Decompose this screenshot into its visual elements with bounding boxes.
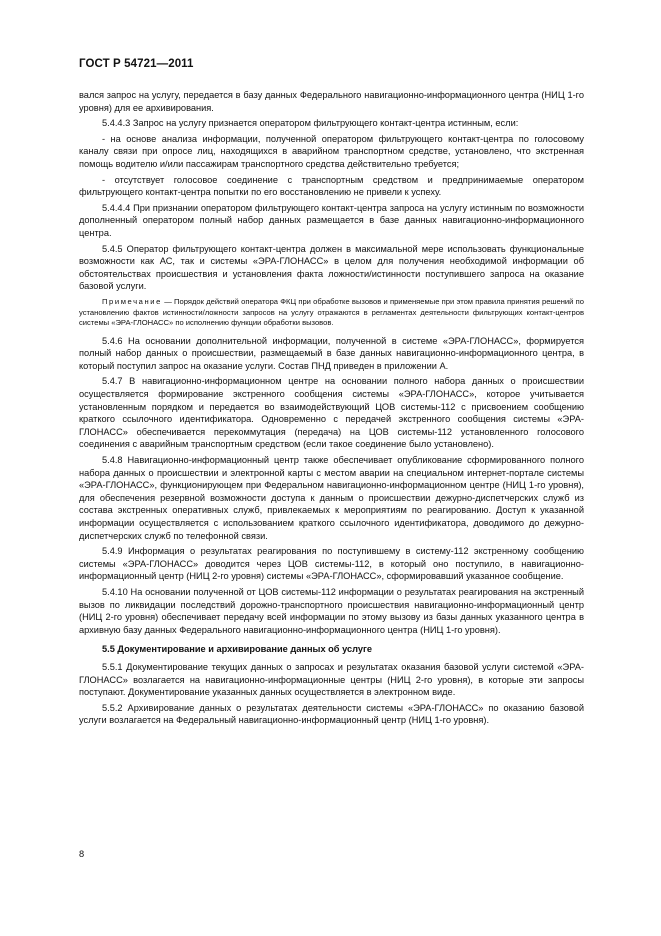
paragraph-5-4-10: 5.4.10 На основании полученной от ЦОВ системы-112 информации о результатах реагирования на экстренный вызов по ликвидации последствий дорожно-транспортного происшествия навигационно-информационный центр (НИЦ 2-го уровня) обеспечивает передачу всей информации по этому вызову из базы данных указанного центра в архивную базу данных Федерального навигационно-информационного центра (НИЦ 1-го уровня). [79,586,584,635]
list-item: - на основе анализа информации, полученной оператором фильтрующего контакт-центра по голосовому каналу связи при опросе лиц, находящихся в аварийном транспортном средстве, установлено, что экстренная помощь водителю и/или пассажирам транспортного средства действительно требуется; [79,133,584,169]
page-number: 8 [79,849,85,859]
paragraph-5-4-4-4: 5.4.4.4 При признании оператором фильтрующего контакт-центра запроса на услугу истинным по возможности дополненный оператором полный набор данных размещается в базе данных навигационно-информационного центра. [79,202,584,238]
paragraph-5-4-7: 5.4.7 В навигационно-информационном центре на основании полного набора данных о происшествии осуществляется формирование экстренного сообщения системы «ЭРА-ГЛОНАСС», которое учитывается установленным порядком и передается во взаимодействующий ЦОВ системы-112 с присвоением сообщению краткого ссылочного идентификатора. Одновременно с передачей экстренного сообщения системы «ЭРА-ГЛОНАСС» обеспечивается перекоммутация (передача) на ЦОВ системы-112 установленного голосового соединения с аварийным транспортным средством (если такое соединение было установлено). [79,376,584,450]
note [79,297,584,329]
paragraph-continuation: вался запрос на услугу, передается в базу данных Федерального навигационно-информационного центра (НИЦ 1-го уровня) для ее архивирования. [79,90,584,113]
paragraph-5-4-6: 5.4.6 На основании дополнительной информации, полученной в системе «ЭРА-ГЛОНАСС», формируется полный набор данных о происшествии, размещаемый в базе данных навигационно-информационного центра, в который поступил запрос на оказание услуги. Состав ПНД приведен в приложении А. [79,335,584,371]
paragraph-5-4-9: 5.4.9 Информация о результатах реагирования по поступившему в систему-112 экстренному сообщению системы «ЭРА-ГЛОНАСС» доводится через ЦОВ системы-112, в который оно поступило, в навигационно-информационный центр (НИЦ 2-го уровня) системы «ЭРА-ГЛОНАСС», сформировавший указанное сообщение. [79,546,584,582]
document-page [79,58,584,730]
list-item: - отсутствует голосовое соединение с транспортным средством и предпринимаемые оператором фильтрующего контакт-центра попытки по его восстановлению не привели к успеху. [79,174,584,198]
paragraph-5-5-2: 5.5.2 Архивирование данных о результатах деятельности системы «ЭРА-ГЛОНАСС» по оказанию базовой услуги возлагается на Федеральный навигационно-информационный центр (НИЦ 1-го уровня). [79,702,584,726]
document-header: ГОСТ Р 54721—2011 [79,58,194,70]
paragraph-5-5-1: 5.5.1 Документирование текущих данных о запросах и результатах оказания базовой услуги системой «ЭРА-ГЛОНАСС» возлагается на навигационно-информационные центры (НИЦ 2-го уровня), в которые эти запросы поступают. Документирование указанных данных осуществляется в электронном виде. [79,661,584,698]
paragraph-5-4-8: 5.4.8 Навигационно-информационный центр также обеспечивает опубликование сформированного полного набора данных о происшествии и электронной карты с местом аварии на специальном интернет-портале системы «ЭРА-ГЛОНАСС», функционирующем при Федеральном навигационно-информационном центре (НИЦ 1-го уровня), для обеспечения резервной возможности доступа к данным о происшествии дежурно-диспетчерских служб из состава экстренных оперативных служб, привлекаемых к мероприятиям по реагированию. Доступ к указанной информации осуществляется с использованием краткого ссылочного идентификатора, доводимого до дежурно-диспетчерских служб по телефонной связи. [79,455,584,541]
paragraph-5-4-5: 5.4.5 Оператор фильтрующего контакт-центра должен в максимальной мере использовать функциональные возможности как АС, так и системы «ЭРА-ГЛОНАСС» в целом для получения необходимой информации об обстоятельствах происшествия и установления факта ложности/истинности поступившего запроса на оказание базовой услуги. [79,243,584,292]
section-heading: 5.5 Документирование и архивирование данных об услуге [102,644,373,655]
note-label: Примечание [102,296,162,306]
note-text: — Порядок действий оператора ФКЦ при обработке вызовов и применяемые при этом правила принятия решений по установлению фактов истинности/ложности запросов на услугу отражаются в регламентах деятельности фильтрующих контакт-центров системы «ЭРА-ГЛОНАСС» по исполнению функции обработки вызовов. [79,296,584,328]
paragraph-5-4-4-3: 5.4.4.3 Запрос на услугу признается оператором фильтрующего контакт-центра истинным, если: [102,118,519,129]
